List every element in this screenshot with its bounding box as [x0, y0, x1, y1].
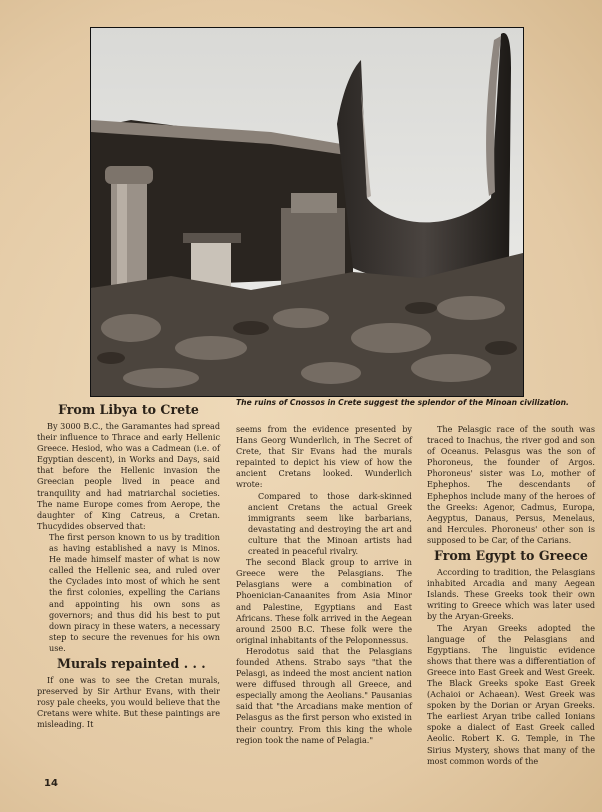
- paragraph: The Pelasgic race of the south was traced to Inachus, the river god and son of Oceanus. Pelasgus was the son of Phoroneus, the founder of Argos. Phoroneus' sister was Lo, mother of Ephephos. The descendants of Ephephos include many of the heroes of the Greeks: Agenor, Cadmus, Europa, Aegyptus, Danaus, Persus, Menelaus, and Hercules. Phoroneus' other son is supposed to be Car, of the Carians.: [427, 424, 595, 545]
- cnossos-ruins-photo: [90, 27, 524, 397]
- paragraph: seems from the evidence presented by Hans Georg Wunderlich, in The Secret of Crete, that Sir Evans had the murals repainted to depict his view of how the ancient Cretans looked. Wunderlich wrote:: [236, 424, 412, 490]
- column-2: [236, 424, 412, 746]
- paragraph: The second Black group to arrive in Greece were the Pelasgians. The Pelasgians were a combination of Phoenician-Canaanites from Asia Minor and Palestine, Egyptians and East Africans. These folk arrived in the Aegean around 2500 B.C. These folk were the original inhabitants of the Peloponnessus.: [236, 557, 412, 645]
- paragraph: If one was to see the Cretan murals, preserved by Sir Arthur Evans, with their rosy pale cheeks, you would believe that the Cretans were white. But these paintings are misleading. It: [37, 674, 220, 730]
- section-heading-egypt-to-greece: From Egypt to Greece: [434, 548, 588, 564]
- section-heading-libya-to-crete: From Libya to Crete: [58, 402, 199, 417]
- paragraph: Herodotus said that the Pelasgians founded Athens. Strabo says "that the Pelasgi, as indeed the most ancient nation were diffused through all Greece, and especially among the Aeolians." Pausanias said that "the Arcadians make mention of Pelasgus as the first person who existed in their country. From this king the whole region took the name of Pelagia.": [236, 645, 412, 745]
- section-heading-murals-repainted: Murals repainted . . .: [57, 655, 206, 671]
- cnossos-ruins-image: [91, 28, 523, 396]
- paragraph: By 3000 B.C., the Garamantes had spread their influence to Thrace and early Hellenic Greece. Hesiod, who was a Cadmean (i.e. of Egyptian descent), in Works and Days, said that before the Hellenic invasion the Greecian people lived in peace and tranquility and had matriarchal societies. The name Europe comes from Aerope, the daughter of King Catreus, a Cretan. Thucydides observed that:: [37, 421, 220, 531]
- paragraph: The Aryan Greeks adopted the language of the Pelasgians and Egyptians. The linguistic evidence shows that there was a differentiation of Greece into East Greek and West Greek. The Black Greeks spoke East Greek (Achaioi or Achaean). West Greek was spoken by the Dorian or Aryan Greeks. The earliest Aryan tribe called Ionians spoke a dialect of East Greek called Aeolic. Robert K. G. Temple, in The Sirius Mystery, shows that many of the most common words of the: [427, 622, 595, 766]
- photo-caption: The ruins of Cnossos in Crete suggest the splendor of the Minoan civilization.: [236, 398, 569, 407]
- column-1: [37, 402, 220, 730]
- block-quote-thucydides: The first person known to us by tradition as having established a navy is Minos. He made himself master of what is now called the Hellenic sea, and ruled over the Cyclades into most of which he sent the first colonies, expelling the Carians and appointing his own sons as governors; and thus did his best to put down piracy in these waters, a necessary step to secure the revenues for his own use.: [49, 531, 220, 653]
- block-quote-wunderlich: Compared to those dark-skinned ancient Cretans the actual Greek immigrants seem like barbarians, devastating and destroying the art and culture that the Minoan artists had created in peaceful rivalry.: [248, 490, 412, 557]
- paragraph: According to tradition, the Pelasgians inhabited Arcadia and many Aegean Islands. These Greeks took their own writing to Greece which was later used by the Aryan-Greeks.: [427, 567, 595, 622]
- column-3: [427, 424, 595, 767]
- page-number: 14: [44, 778, 58, 789]
